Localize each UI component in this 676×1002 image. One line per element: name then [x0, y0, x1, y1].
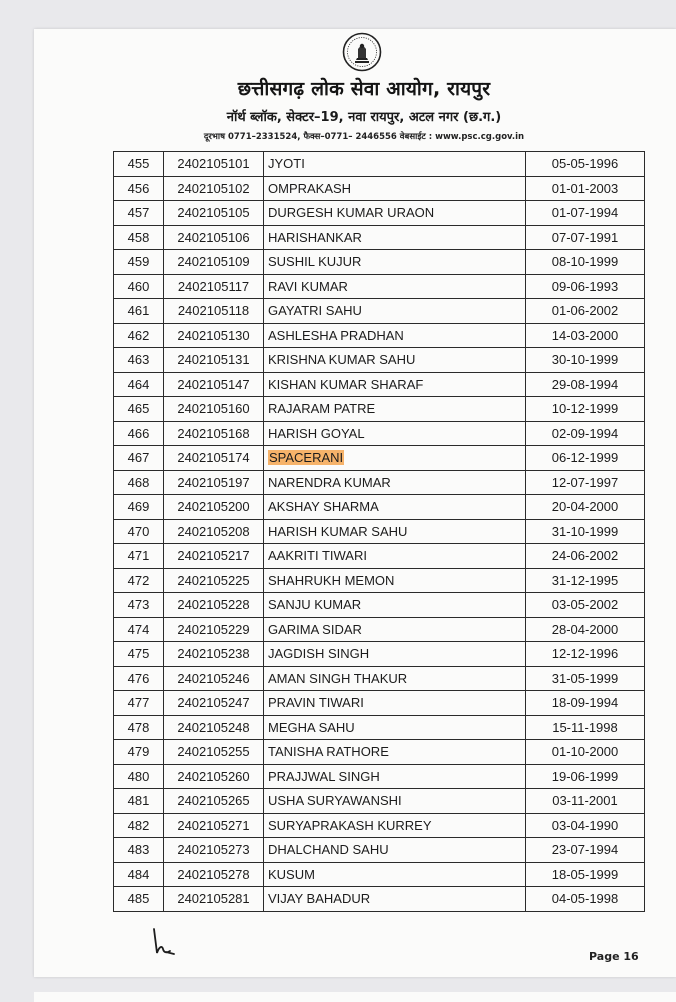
serial-number-cell: 458: [114, 225, 164, 250]
date-of-birth-cell: 28-04-2000: [526, 617, 645, 642]
date-of-birth-cell: 30-10-1999: [526, 348, 645, 373]
serial-number-cell: 480: [114, 764, 164, 789]
serial-number-cell: 470: [114, 519, 164, 544]
roll-number-cell: 2402105238: [164, 642, 264, 667]
roll-number-cell: 2402105174: [164, 446, 264, 471]
roll-number-cell: 2402105273: [164, 838, 264, 863]
roll-number-cell: 2402105255: [164, 740, 264, 765]
candidate-name-cell: DURGESH KUMAR URAON: [264, 201, 526, 226]
roll-number-cell: 2402105160: [164, 397, 264, 422]
table-row: [114, 568, 645, 593]
results-table-body: [114, 152, 645, 912]
table-row: [114, 421, 645, 446]
candidate-name-cell: TANISHA RATHORE: [264, 740, 526, 765]
date-of-birth-cell: 01-01-2003: [526, 176, 645, 201]
candidate-name-cell: SURYAPRAKASH KURREY: [264, 813, 526, 838]
table-row: [114, 274, 645, 299]
candidate-name-cell: KUSUM: [264, 862, 526, 887]
date-of-birth-cell: 03-11-2001: [526, 789, 645, 814]
document-page: [34, 29, 676, 977]
table-row: [114, 862, 645, 887]
roll-number-cell: 2402105197: [164, 470, 264, 495]
serial-number-cell: 460: [114, 274, 164, 299]
serial-number-cell: 471: [114, 544, 164, 569]
table-row: [114, 495, 645, 520]
table-row: [114, 397, 645, 422]
table-row: [114, 544, 645, 569]
serial-number-cell: 457: [114, 201, 164, 226]
candidate-name-cell: SHAHRUKH MEMON: [264, 568, 526, 593]
date-of-birth-cell: 14-03-2000: [526, 323, 645, 348]
date-of-birth-cell: 23-07-1994: [526, 838, 645, 863]
candidate-name-cell: ASHLESHA PRADHAN: [264, 323, 526, 348]
roll-number-cell: 2402105217: [164, 544, 264, 569]
candidate-name-cell: GARIMA SIDAR: [264, 617, 526, 642]
serial-number-cell: 467: [114, 446, 164, 471]
roll-number-cell: 2402105260: [164, 764, 264, 789]
date-of-birth-cell: 05-05-1996: [526, 152, 645, 177]
date-of-birth-cell: 03-04-1990: [526, 813, 645, 838]
candidate-name-cell: NARENDRA KUMAR: [264, 470, 526, 495]
table-row: [114, 348, 645, 373]
candidate-name-cell: AMAN SINGH THAKUR: [264, 666, 526, 691]
date-of-birth-cell: 15-11-1998: [526, 715, 645, 740]
roll-number-cell: 2402105281: [164, 887, 264, 912]
serial-number-cell: 469: [114, 495, 164, 520]
candidate-name-cell: VIJAY BAHADUR: [264, 887, 526, 912]
serial-number-cell: 464: [114, 372, 164, 397]
date-of-birth-cell: 03-05-2002: [526, 593, 645, 618]
roll-number-cell: 2402105168: [164, 421, 264, 446]
serial-number-cell: 482: [114, 813, 164, 838]
serial-number-cell: 483: [114, 838, 164, 863]
serial-number-cell: 485: [114, 887, 164, 912]
table-row: [114, 176, 645, 201]
commission-contact: दूरभाष 0771–2331524, फैक्स–0771– 2446556 वेबसाईट : www.psc.cg.gov.in: [203, 132, 525, 142]
serial-number-cell: 465: [114, 397, 164, 422]
serial-number-cell: 474: [114, 617, 164, 642]
table-row: [114, 323, 645, 348]
table-row: [114, 666, 645, 691]
date-of-birth-cell: 18-09-1994: [526, 691, 645, 716]
candidate-name-cell: JAGDISH SINGH: [264, 642, 526, 667]
table-row: [114, 470, 645, 495]
table-row: [114, 838, 645, 863]
candidate-name-cell: HARISH KUMAR SAHU: [264, 519, 526, 544]
candidate-name-cell: RAVI KUMAR: [264, 274, 526, 299]
serial-number-cell: 456: [114, 176, 164, 201]
date-of-birth-cell: 31-12-1995: [526, 568, 645, 593]
table-row: [114, 225, 645, 250]
table-row: [114, 691, 645, 716]
roll-number-cell: 2402105247: [164, 691, 264, 716]
date-of-birth-cell: 29-08-1994: [526, 372, 645, 397]
table-row: [114, 642, 645, 667]
date-of-birth-cell: 31-10-1999: [526, 519, 645, 544]
date-of-birth-cell: 01-07-1994: [526, 201, 645, 226]
candidate-name-cell: GAYATRI SAHU: [264, 299, 526, 324]
date-of-birth-cell: 20-04-2000: [526, 495, 645, 520]
serial-number-cell: 459: [114, 250, 164, 275]
date-of-birth-cell: 04-05-1998: [526, 887, 645, 912]
serial-number-cell: 479: [114, 740, 164, 765]
candidate-name-cell: RAJARAM PATRE: [264, 397, 526, 422]
candidate-name-cell: SANJU KUMAR: [264, 593, 526, 618]
candidate-name-cell: OMPRAKASH: [264, 176, 526, 201]
roll-number-cell: 2402105117: [164, 274, 264, 299]
table-row: [114, 372, 645, 397]
serial-number-cell: 462: [114, 323, 164, 348]
serial-number-cell: 478: [114, 715, 164, 740]
serial-number-cell: 466: [114, 421, 164, 446]
roll-number-cell: 2402105208: [164, 519, 264, 544]
candidate-name-cell: JYOTI: [264, 152, 526, 177]
serial-number-cell: 477: [114, 691, 164, 716]
table-row: [114, 764, 645, 789]
serial-number-cell: 475: [114, 642, 164, 667]
candidate-name-cell: AKSHAY SHARMA: [264, 495, 526, 520]
roll-number-cell: 2402105101: [164, 152, 264, 177]
date-of-birth-cell: 01-10-2000: [526, 740, 645, 765]
table-row: [114, 715, 645, 740]
roll-number-cell: 2402105109: [164, 250, 264, 275]
commission-address: नॉर्थ ब्लॉक, सेक्टर–19, नवा रायपुर, अटल नगर (छ.ग.): [226, 110, 502, 125]
candidate-name-cell: HARISH GOYAL: [264, 421, 526, 446]
page-number: Page 16: [589, 950, 639, 963]
table-row: [114, 813, 645, 838]
handwritten-mark-icon: [150, 927, 180, 957]
candidate-name-cell: KISHAN KUMAR SHARAF: [264, 372, 526, 397]
table-row: [114, 446, 645, 471]
date-of-birth-cell: 12-07-1997: [526, 470, 645, 495]
serial-number-cell: 461: [114, 299, 164, 324]
roll-number-cell: 2402105118: [164, 299, 264, 324]
candidate-name-cell: AAKRITI TIWARI: [264, 544, 526, 569]
serial-number-cell: 455: [114, 152, 164, 177]
table-row: [114, 519, 645, 544]
candidate-name-cell: PRAVIN TIWARI: [264, 691, 526, 716]
date-of-birth-cell: 01-06-2002: [526, 299, 645, 324]
table-row: [114, 617, 645, 642]
emblem-seal-icon: [342, 32, 382, 72]
roll-number-cell: 2402105278: [164, 862, 264, 887]
date-of-birth-cell: 06-12-1999: [526, 446, 645, 471]
results-table: [113, 151, 645, 912]
roll-number-cell: 2402105246: [164, 666, 264, 691]
table-row: [114, 250, 645, 275]
table-row: [114, 152, 645, 177]
roll-number-cell: 2402105200: [164, 495, 264, 520]
table-row: [114, 789, 645, 814]
date-of-birth-cell: 24-06-2002: [526, 544, 645, 569]
candidate-name-cell: DHALCHAND SAHU: [264, 838, 526, 863]
date-of-birth-cell: 12-12-1996: [526, 642, 645, 667]
candidate-name-cell: USHA SURYAWANSHI: [264, 789, 526, 814]
serial-number-cell: 468: [114, 470, 164, 495]
candidate-name-cell: SUSHIL KUJUR: [264, 250, 526, 275]
candidate-name-cell: MEGHA SAHU: [264, 715, 526, 740]
serial-number-cell: 472: [114, 568, 164, 593]
candidate-name-cell: [264, 446, 526, 471]
serial-number-cell: 476: [114, 666, 164, 691]
date-of-birth-cell: 07-07-1991: [526, 225, 645, 250]
roll-number-cell: 2402105130: [164, 323, 264, 348]
roll-number-cell: 2402105225: [164, 568, 264, 593]
next-page-edge: [34, 992, 676, 1002]
roll-number-cell: 2402105271: [164, 813, 264, 838]
roll-number-cell: 2402105229: [164, 617, 264, 642]
serial-number-cell: 473: [114, 593, 164, 618]
highlighted-name: SPACERANI: [269, 450, 344, 466]
table-row: [114, 593, 645, 618]
roll-number-cell: 2402105147: [164, 372, 264, 397]
roll-number-cell: 2402105248: [164, 715, 264, 740]
roll-number-cell: 2402105228: [164, 593, 264, 618]
roll-number-cell: 2402105102: [164, 176, 264, 201]
table-row: [114, 201, 645, 226]
serial-number-cell: 481: [114, 789, 164, 814]
candidate-name-cell: HARISHANKAR: [264, 225, 526, 250]
table-row: [114, 299, 645, 324]
date-of-birth-cell: 31-05-1999: [526, 666, 645, 691]
serial-number-cell: 463: [114, 348, 164, 373]
roll-number-cell: 2402105105: [164, 201, 264, 226]
serial-number-cell: 484: [114, 862, 164, 887]
table-row: [114, 740, 645, 765]
roll-number-cell: 2402105265: [164, 789, 264, 814]
date-of-birth-cell: 18-05-1999: [526, 862, 645, 887]
date-of-birth-cell: 10-12-1999: [526, 397, 645, 422]
candidate-name-cell: PRAJJWAL SINGH: [264, 764, 526, 789]
roll-number-cell: 2402105131: [164, 348, 264, 373]
candidate-name-cell: KRISHNA KUMAR SAHU: [264, 348, 526, 373]
date-of-birth-cell: 08-10-1999: [526, 250, 645, 275]
date-of-birth-cell: 09-06-1993: [526, 274, 645, 299]
table-row: [114, 887, 645, 912]
commission-title: छत्तीसगढ़ लोक सेवा आयोग, रायपुर: [237, 78, 491, 100]
date-of-birth-cell: 02-09-1994: [526, 421, 645, 446]
roll-number-cell: 2402105106: [164, 225, 264, 250]
date-of-birth-cell: 19-06-1999: [526, 764, 645, 789]
